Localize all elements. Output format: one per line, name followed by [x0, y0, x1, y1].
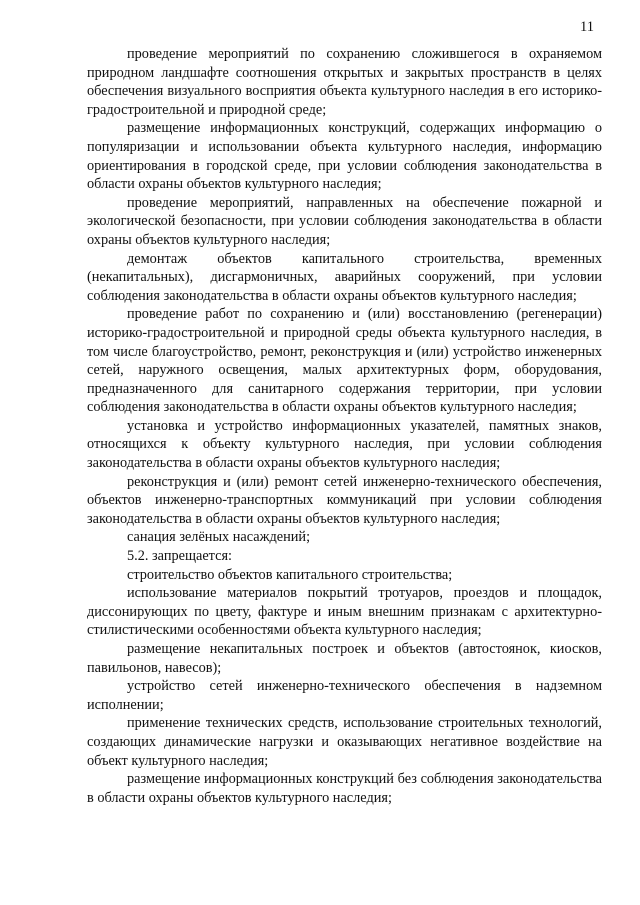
- paragraph-utility-networks: реконструкция и (или) ремонт сетей инженерно-технического обеспечения, объектов инженерно-транспортных коммуникаций при условии соблюдения законодательства в области охраны объектов культурного наследия;: [87, 473, 602, 527]
- paragraph-temporary-structures: размещение некапитальных построек и объектов (автостоянок, киосков, павильонов, навесов);: [87, 641, 602, 676]
- paragraph-overhead-networks: устройство сетей инженерно-технического обеспечения в надземном исполнении;: [87, 678, 602, 713]
- paragraph-paving-materials: использование материалов покрытий тротуаров, проездов и площадок, диссонирующих по цвету, фактуре и иным внешним признакам с архитектурно-стилистическими особенностями объекта культурного наследия;: [87, 585, 602, 639]
- paragraph-capital-construction: строительство объектов капитального строительства;: [127, 566, 453, 583]
- paragraph-information-structures: размещение информационных конструкций, содержащих информацию о популяризации и использовании объекта культурного наследия, информацию ориентирования в городской среде, при условии соблюдения законодательства в области охраны объектов культурного наследия;: [87, 120, 602, 193]
- document-body: [87, 45, 602, 807]
- section-heading-prohibited: 5.2. запрещается:: [127, 548, 232, 565]
- paragraph-dynamic-loads: применение технических средств, использование строительных технологий, создающих динамические нагрузки и оказывающих негативное воздействие на объект культурного наследия;: [87, 715, 602, 769]
- paragraph-dismantling: демонтаж объектов капитального строительства, временных (некапитальных), дисгармоничных, аварийных сооружений, при условии соблюдения законодательства в области охраны объектов культурного наследия;: [87, 250, 602, 304]
- paragraph-signs-memorials: установка и устройство информационных указателей, памятных знаков, относящихся к объекту культурного наследия, при условии соблюдения законодательства в области охраны объектов культурного наследия;: [87, 417, 602, 472]
- paragraph-landscape-preservation: проведение мероприятий по сохранению сложившегося в охраняемом природном ландшафте соотношения открытых и закрытых пространств в целях обеспечения визуального восприятия объекта культурного наследия в его историко-градостроительной и природной среде;: [87, 46, 602, 118]
- paragraph-environment-restoration: проведение работ по сохранению и (или) восстановлению (регенерации) историко-градостроительной и природной среды объекта культурного наследия, в том числе благоустройство, ремонт, реконструкция и (или) устройство инженерных сетей, наружного освещения, малых архитектурных форм, оборудования, предназначенного для санитарного содержания территории, при условии соблюдения законодательства в области охраны объектов культурного наследия;: [87, 306, 602, 416]
- page-number: 11: [580, 19, 594, 35]
- paragraph-unauthorized-information-structures: размещение информационных конструкций без соблюдения законодательства в области охраны объектов культурного наследия;: [87, 771, 602, 806]
- paragraph-fire-ecological-safety: проведение мероприятий, направленных на обеспечение пожарной и экологической безопасности, при условии соблюдения законодательства в области охраны объектов культурного наследия;: [87, 194, 602, 248]
- paragraph-green-sanitation: санация зелёных насаждений;: [127, 529, 311, 546]
